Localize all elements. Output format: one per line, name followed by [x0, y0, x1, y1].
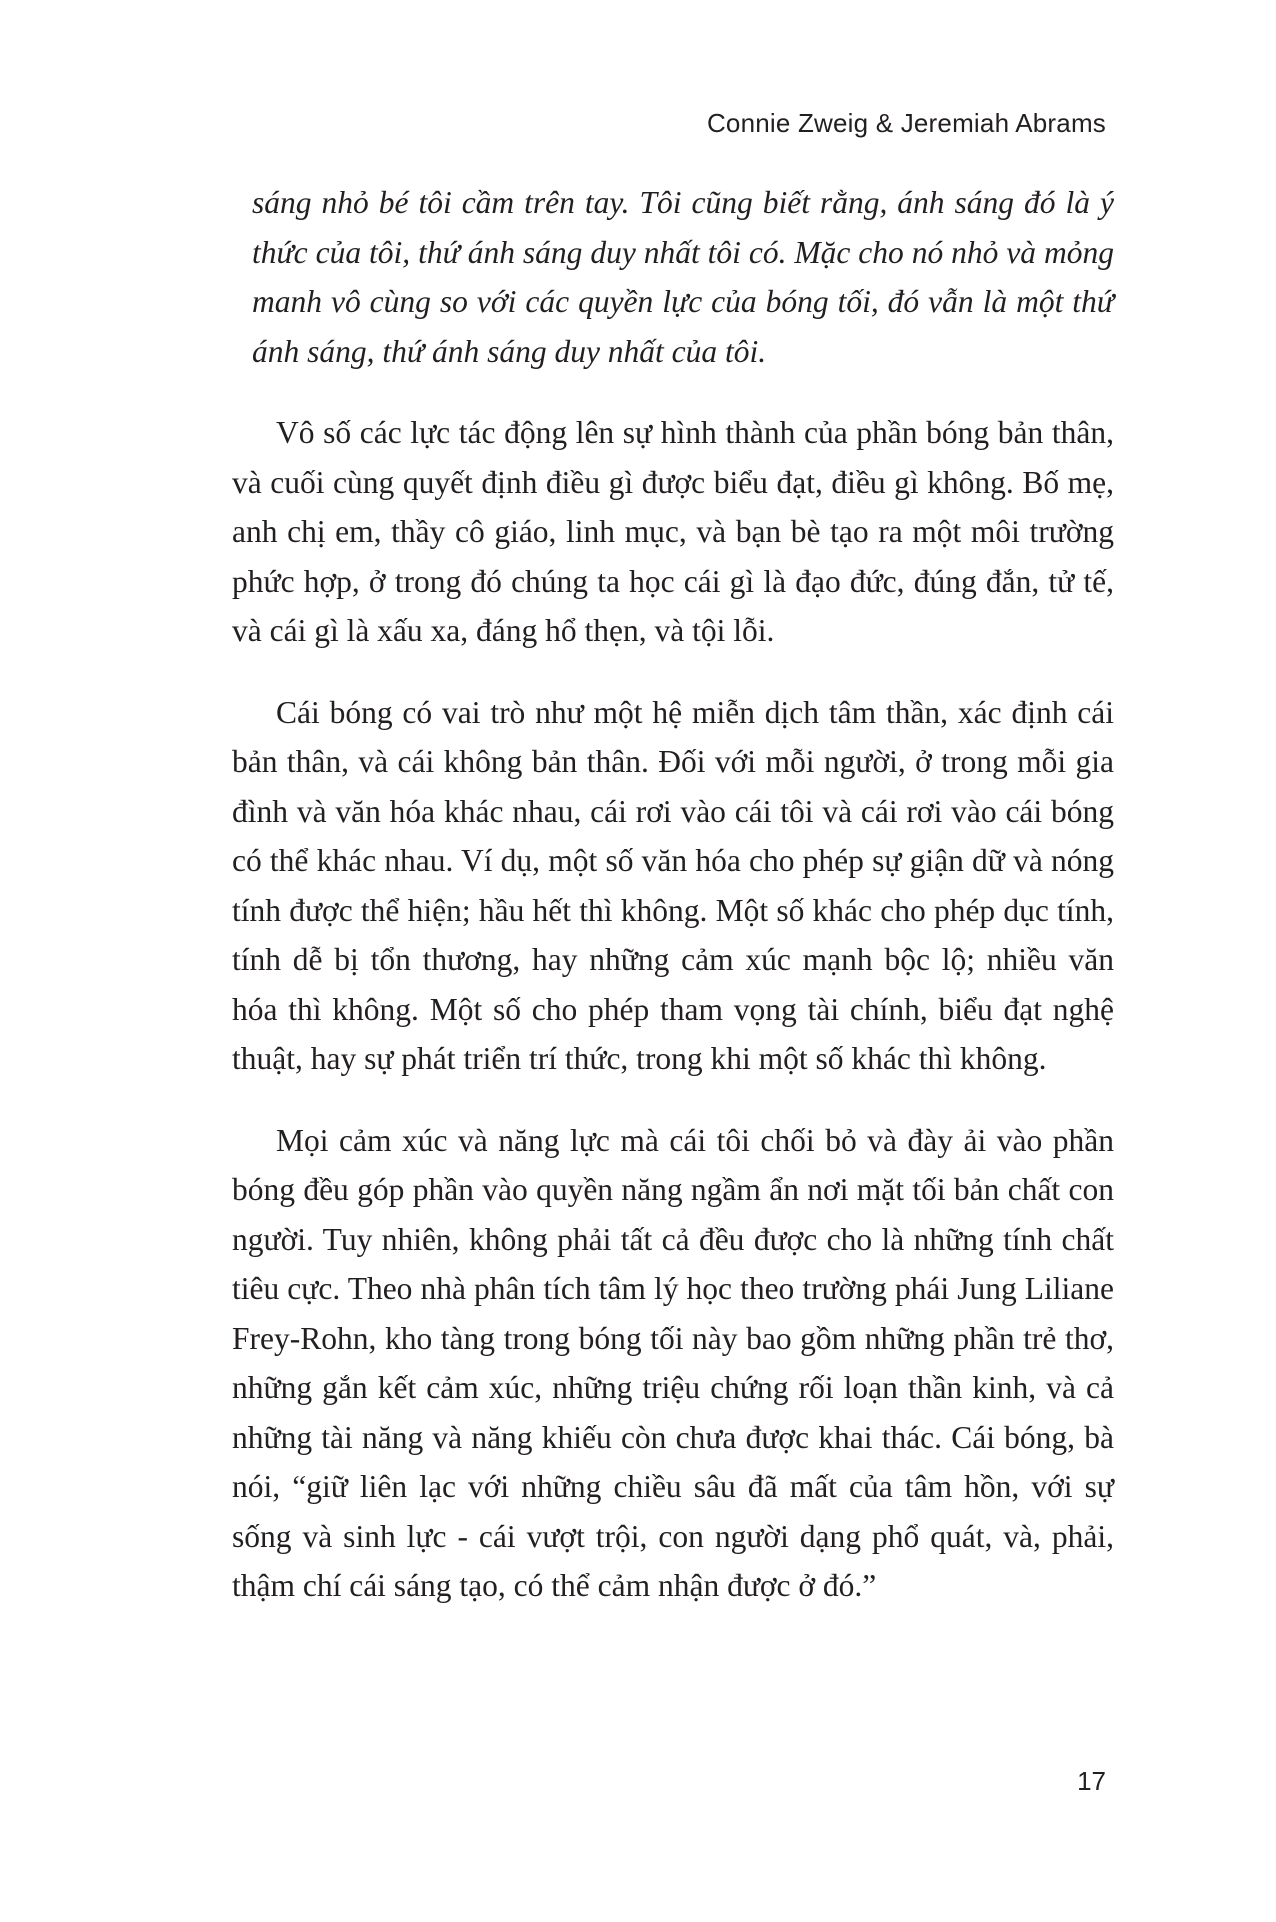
- paragraph-1: Vô số các lực tác động lên sự hình thành của phần bóng bản thân, và cuối cùng quyết định điều gì được biểu đạt, điều gì không. Bố mẹ, anh chị em, thầy cô giáo, linh mục, và bạn bè tạo ra một môi trường phức hợp, ở trong đó chúng ta học cái gì là đạo đức, đúng đắn, tử tế, và cái gì là xấu xa, đáng hổ thẹn, và tội lỗi.: [232, 415, 1114, 648]
- paragraph-3: Mọi cảm xúc và năng lực mà cái tôi chối bỏ và đày ải vào phần bóng đều góp phần vào quyền năng ngầm ẩn nơi mặt tối bản chất con người. Tuy nhiên, không phải tất cả đều được cho là những tính chất tiêu cực. Theo nhà phân tích tâm lý học theo trường phái Jung Liliane Frey-Rohn, kho tàng trong bóng tối này bao gồm những phần trẻ thơ, những gắn kết cảm xúc, những triệu chứng rối loạn thần kinh, và cả những tài năng và năng khiếu còn chưa được khai thác. Cái bóng, bà nói, “giữ liên lạc với những chiều sâu đã mất của tâm hồn, với sự sống và sinh lực - cái vượt trội, con người dạng phổ quát, và, phải, thậm chí cái sáng tạo, có thể cảm nhận được ở đó.”: [232, 1122, 1114, 1603]
- quote-block: sáng nhỏ bé tôi cầm trên tay. Tôi cũng biết rằng, ánh sáng đó là ý thức của tôi, thứ ánh sáng duy nhất tôi có. Mặc cho nó nhỏ và mỏng manh vô cùng so với các quyền lực của bóng tối, đó vẫn là một thứ ánh sáng, thứ ánh sáng duy nhất của tôi.: [252, 185, 1114, 369]
- page-body: [232, 178, 1114, 1611]
- page-number: 17: [1077, 1766, 1106, 1796]
- running-header: Connie Zweig & Jeremiah Abrams: [706, 108, 1106, 138]
- paragraph-2: Cái bóng có vai trò như một hệ miễn dịch tâm thần, xác định cái bản thân, và cái không bản thân. Đối với mỗi người, ở trong mỗi gia đình và văn hóa khác nhau, cái rơi vào cái tôi và cái rơi vào cái bóng có thể khác nhau. Ví dụ, một số văn hóa cho phép sự giận dữ và nóng tính được thể hiện; hầu hết thì không. Một số khác cho phép dục tính, tính dễ bị tổn thương, hay những cảm xúc mạnh bộc lộ; nhiều văn hóa thì không. Một số cho phép tham vọng tài chính, biểu đạt nghệ thuật, hay sự phát triển trí thức, trong khi một số khác thì không.: [232, 694, 1114, 1076]
